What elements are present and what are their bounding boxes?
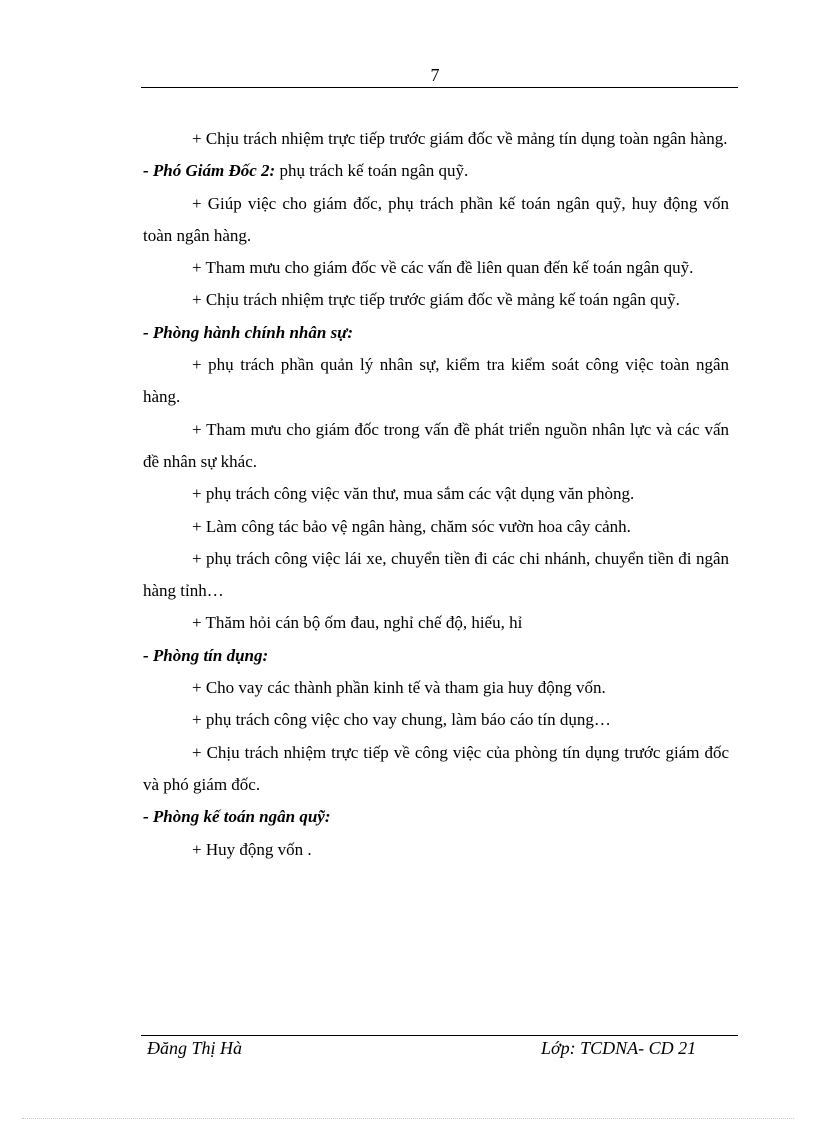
footer-rule <box>141 1035 738 1036</box>
header-rule <box>141 87 738 88</box>
section-heading <box>143 155 729 187</box>
section-heading <box>143 640 729 672</box>
heading-label: - Phó Giám Đốc 2: <box>143 161 276 181</box>
footer-author: Đăng Thị Hà <box>147 1038 243 1058</box>
heading-label: - Phòng kế toán ngân quỹ: <box>143 807 331 827</box>
page-edge-dotted-line <box>22 1118 794 1119</box>
paragraph: + Giúp việc cho giám đốc, phụ trách phần kế toán ngân quỹ, huy động vốn toàn ngân hàng. <box>143 193 729 245</box>
paragraph: + Tham mưu cho giám đốc trong vấn đề phát triển nguồn nhân lực và các vấn đề nhân sự khác. <box>143 419 729 471</box>
page-number: 7 <box>430 65 440 85</box>
paragraph: + Huy động vốn . <box>192 839 312 859</box>
heading-label: - Phòng tín dụng: <box>143 645 269 665</box>
paragraph: + phụ trách công việc cho vay chung, làm báo cáo tín dụng… <box>192 710 611 730</box>
footer-class: Lớp: TCDNA- CD 21 <box>541 1038 697 1058</box>
paragraph: + Chịu trách nhiệm trực tiếp về công việc của phòng tín dụng trước giám đốc và phó giám đốc. <box>143 742 729 794</box>
section-heading <box>143 801 729 833</box>
paragraph: + phụ trách công việc lái xe, chuyển tiền đi các chi nhánh, chuyển tiền đi ngân hàng tỉnh… <box>143 548 729 601</box>
paragraph: + Thăm hỏi cán bộ ốm đau, nghỉ chế độ, hiếu, hỉ <box>192 613 523 633</box>
document-body <box>143 123 729 866</box>
paragraph: + Chịu trách nhiệm trực tiếp trước giám đốc về mảng tín dụng toàn ngân hàng. <box>192 129 728 148</box>
heading-text: phụ trách kế toán ngân quỹ. <box>275 161 469 181</box>
section-heading <box>143 317 729 349</box>
heading-label: - Phòng hành chính nhân sự: <box>143 322 354 342</box>
paragraph: + phụ trách phần quản lý nhân sự, kiểm tra kiểm soát công việc toàn ngân hàng. <box>143 355 729 407</box>
paragraph: + Tham mưu cho giám đốc về các vấn đề liên quan đến kế toán ngân quỹ. <box>192 258 694 278</box>
paragraph: + Cho vay các thành phần kinh tế và tham gia huy động vốn. <box>192 678 606 698</box>
paragraph: + Làm công tác bảo vệ ngân hàng, chăm sóc vườn hoa cây cảnh. <box>192 516 631 536</box>
paragraph: + Chịu trách nhiệm trực tiếp trước giám đốc về mảng kế toán ngân quỹ. <box>192 290 680 310</box>
paragraph: + phụ trách công việc văn thư, mua sắm các vật dụng văn phòng. <box>192 484 635 504</box>
